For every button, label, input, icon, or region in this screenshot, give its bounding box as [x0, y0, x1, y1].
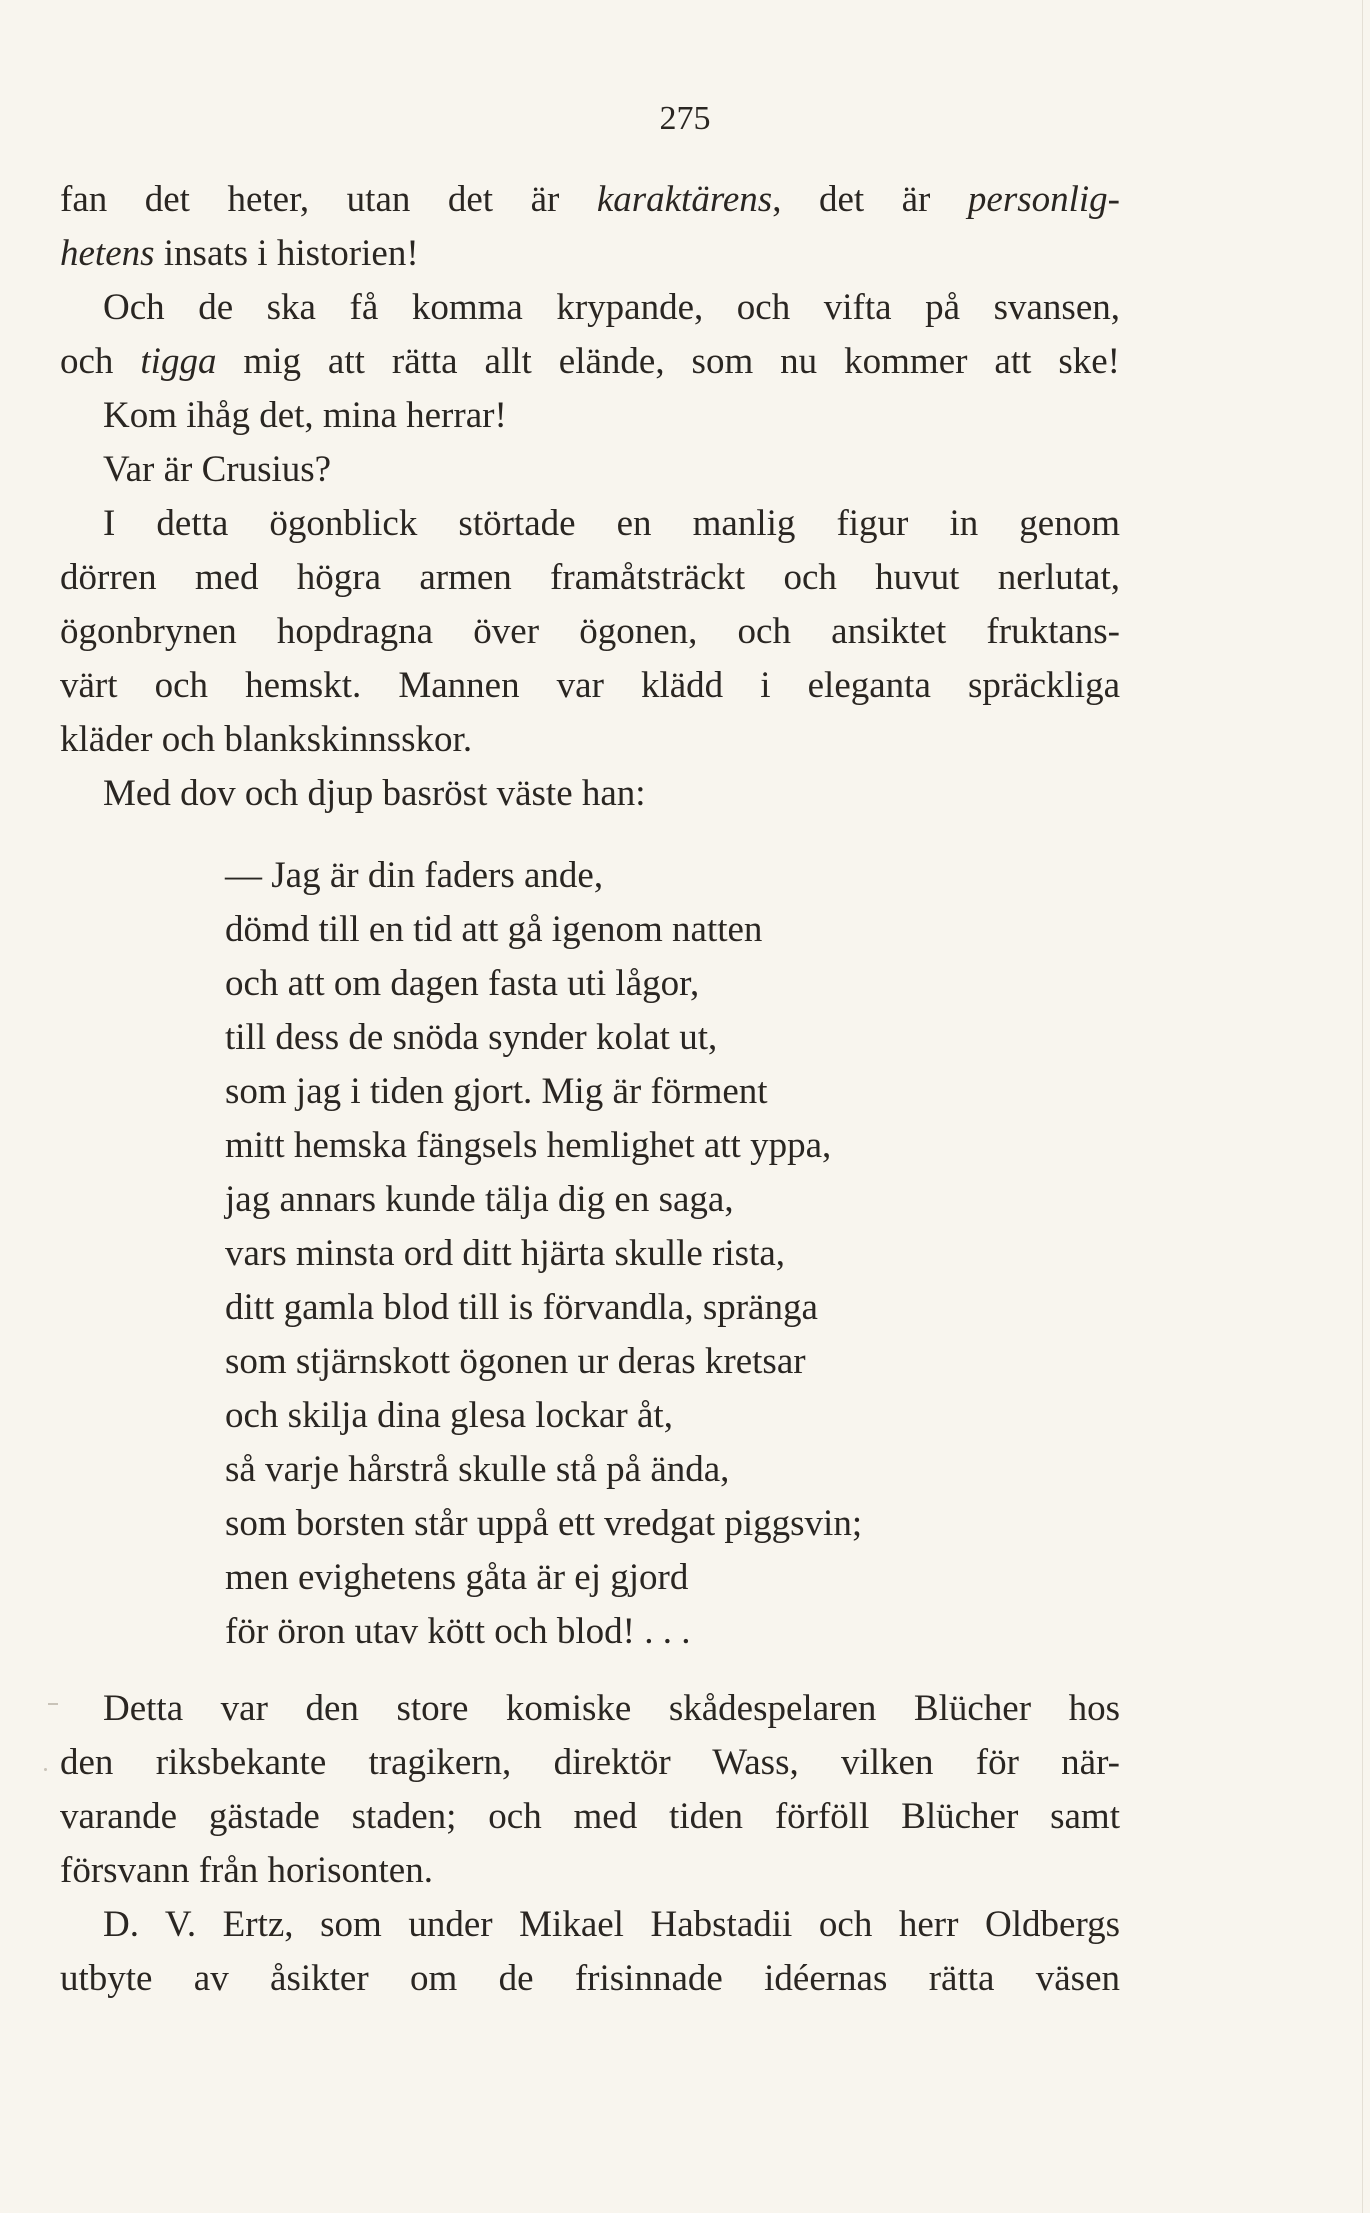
text-line: Med dov och djup basröst väste han: [103, 773, 646, 814]
emphasis: personlig- [967, 179, 1120, 220]
verse-line: — Jag är din faders ande, [225, 855, 604, 896]
text-line: dörren med högra armen framåtsträckt och huvut nerlutat, [60, 557, 1120, 598]
verse-line: vars minsta ord ditt hjärta skulle rista, [225, 1233, 786, 1274]
verse-line: så varje hårstrå skulle stå på ända, [225, 1449, 730, 1490]
verse-line: ditt gamla blod till is förvandla, spränga [225, 1287, 818, 1328]
verse-line: mitt hemska fängsels hemlighet att yppa, [225, 1125, 832, 1166]
text-line: och tigga mig att rätta allt elände, som nu kommer att ske! [60, 341, 1120, 382]
verse-line: och skilja dina glesa lockar åt, [225, 1395, 673, 1436]
opening-text [60, 173, 1120, 497]
text-line: fan det heter, utan det är karaktärens, det är personlig- [60, 179, 1120, 220]
text-line: utbyte av åsikter om de frisinnade idéernas rätta väsen [60, 1958, 1120, 1999]
text-line: försvann från horisonten. [60, 1850, 433, 1891]
text-line: I detta ögonblick störtade en manlig figur in genom [103, 503, 1120, 544]
verse-line: som jag i tiden gjort. Mig är förment [225, 1071, 768, 1112]
verse-line: men evighetens gåta är ej gjord [225, 1557, 689, 1598]
verse-line: och att om dagen fasta uti lågor, [225, 963, 700, 1004]
text-line: varande gästade staden; och med tiden förföll Blücher samt [60, 1796, 1120, 1837]
text-line: hetens insats i historien! [60, 233, 419, 274]
paragraph-3 [60, 1682, 1120, 1898]
text-line: kläder och blankskinnsskor. [60, 719, 473, 760]
emphasis: hetens [60, 233, 155, 274]
text-line: Kom ihåg det, mina herrar! [103, 395, 507, 436]
text-line: ögonbrynen hopdragna över ögonen, och ansiktet fruktans- [60, 611, 1120, 652]
verse-line: till dess de snöda synder kolat ut, [225, 1017, 718, 1058]
text-line: D. V. Ertz, som under Mikael Habstadii och herr Oldbergs [103, 1904, 1120, 1945]
text-line: Och de ska få komma krypande, och vifta på svansen, [103, 287, 1120, 328]
paragraph-4 [60, 1898, 1120, 2006]
paragraph-1 [60, 497, 1120, 767]
text-line: Var är Crusius? [103, 449, 332, 490]
emphasis: karaktärens [596, 179, 773, 220]
scan-edge [1362, 0, 1363, 2213]
verse-line: som stjärnskott ögonen ur deras kretsar [225, 1341, 806, 1382]
paragraph-2 [60, 767, 1120, 821]
emphasis: tigga [140, 341, 217, 382]
text-line: värt och hemskt. Mannen var klädd i eleganta spräckliga [60, 665, 1120, 706]
scan-mark [44, 1768, 47, 1771]
verse-block [225, 849, 1105, 1659]
verse-line: jag annars kunde tälja dig en saga, [225, 1179, 734, 1220]
text-line: Detta var den store komiske skådespelaren Blücher hos [103, 1688, 1120, 1729]
scan-mark [48, 1703, 58, 1705]
text-line: den riksbekante tragikern, direktör Wass, vilken för när- [60, 1742, 1120, 1783]
page-number: 275 [659, 100, 711, 137]
verse-line: som borsten står uppå ett vredgat piggsvin; [225, 1503, 863, 1544]
verse-line: dömd till en tid att gå igenom natten [225, 909, 763, 950]
verse-line: för öron utav kött och blod! . . . [225, 1611, 691, 1652]
